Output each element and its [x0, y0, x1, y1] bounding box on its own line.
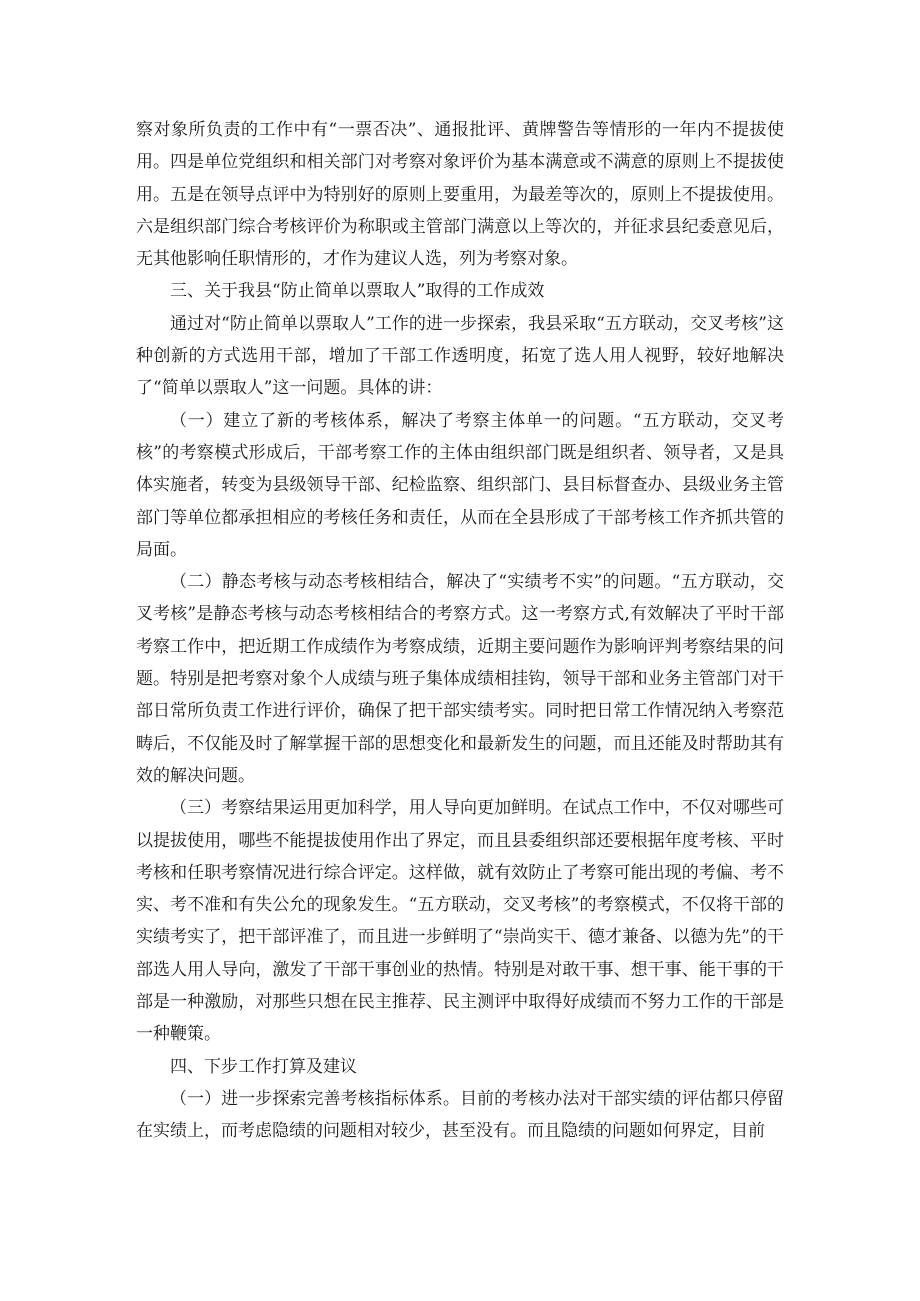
paragraph-continuation: 察对象所负责的工作中有“一票否决”、通报批评、黄牌警告等情形的一年内不提拔使用。四是单位党组织和相关部门对考察对象评价为基本满意或不满意的原则上不提拔使用。五是在领导点评中为特别好的原则上要重用，为最差等次的，原则上不提拔使用。六是组织部门综合考核评价为称职或主管部门满意以上等次的，并征求县纪委意见后，无其他影响任职情形的，才作为建议人选，列为考察对象。 [136, 120, 784, 270]
section-heading-4: 四、下步工作打算及建议 [170, 1056, 357, 1077]
paragraph-item-2: （二）静态考核与动态考核相结合，解决了“实绩考不实”的问题。“五方联动，交叉考核”是静态考核与动态考核相结合的考察方式。这一考察方式,有效解决了平时干部考察工作中，把近期工作成绩作为考察成绩，近期主要问题作为影响评判考察结果的问题。特别是把考察对象个人成绩与班子集体成绩相挂钩，领导干部和业务主管部门对干部日常所负责工作进行评价，确保了把干部实绩考实。同时把日常工作情况纳入考察范畴后，不仅能及时了解掌握干部的思想变化和最新发生的问题，而且还能及时帮助其有效的解决问题。 [136, 572, 784, 786]
paragraph-item-3: （三）考察结果运用更加科学，用人导向更加鲜明。在试点工作中，不仅对哪些可以提拔使用，哪些不能提拔使用作出了界定，而且县委组织部还要根据年度考核、平时考核和任职考察情况进行综合评定。这样做，就有效防止了考察可能出现的考偏、考不实、考不准和有失公允的现象发生。“五方联动，交叉考核”的考察模式，不仅将干部的实绩考实了，把干部评准了，而且进一步鲜明了“崇尚实干、德才兼备、以德为先”的干部选人用人导向，激发了干部干事创业的热情。特别是对敢干事、想干事、能干事的干部是一种激励，对那些只想在民主推荐、民主测评中取得好成绩而不努力工作的干部是一种鞭策。 [136, 798, 784, 1045]
paragraph-intro: 通过对“防止简单以票取人”工作的进一步探索，我县采取“五方联动，交叉考核”这种创新的方式选用干部，增加了干部工作透明度，拓宽了选人用人视野，较好地解决了“简单以票取人”这一问题。具体的讲： [136, 313, 784, 399]
document-page [136, 114, 784, 1148]
paragraph-item-1: （一）建立了新的考核体系，解决了考察主体单一的问题。“五方联动，交叉考核”的考察模式形成后，干部考察工作的主体由组织部门既是组织者、领导者，又是具体实施者，转变为县级领导干部、纪检监察、组织部门、县目标督查办、县级业务主管部门等单位都承担相应的考核任务和责任，从而在全县形成了干部考核工作齐抓共管的局面。 [136, 410, 784, 560]
section-heading-3: 三、关于我县“防止简单以票取人”取得的工作成效 [170, 281, 545, 302]
paragraph-next-steps-1: （一）进一步探索完善考核指标体系。目前的考核办法对干部实绩的评估都只停留在实绩上，而考虑隐绩的问题相对较少，甚至没有。而且隐绩的问题如何界定，目前 [136, 1088, 784, 1142]
